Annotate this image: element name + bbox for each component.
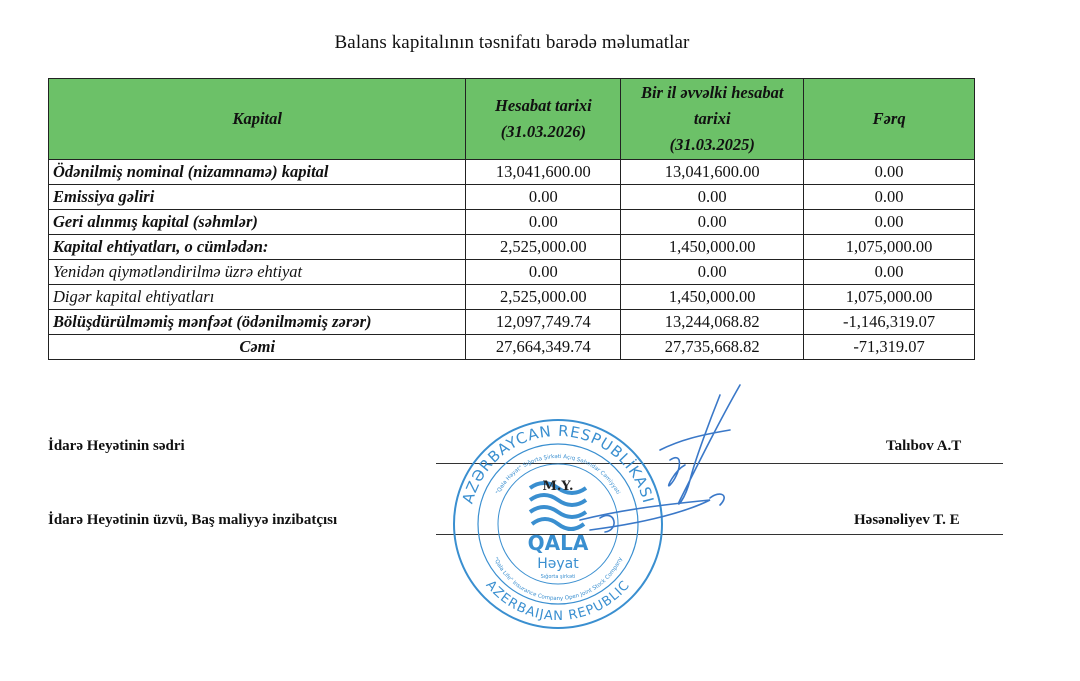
row-label: Kapital ehtiyatları, o cümlədən: <box>49 235 466 260</box>
row-diff: 0.00 <box>804 260 975 285</box>
row-previous: 27,735,668.82 <box>621 335 804 360</box>
header-previous-date <box>621 79 804 160</box>
row-previous: 13,041,600.00 <box>621 160 804 185</box>
row-current: 27,664,349.74 <box>466 335 621 360</box>
row-label: Emissiya gəliri <box>49 185 466 210</box>
stamp-inner-top: "Qala Həyat" Sığorta Şirkəti Açıq Səhmdar Cəmiyyəti <box>495 453 621 496</box>
row-previous: 0.00 <box>621 260 804 285</box>
chair-name: Talıbov A.T <box>886 438 962 454</box>
table-row <box>49 235 975 260</box>
row-previous: 1,450,000.00 <box>621 235 804 260</box>
row-previous: 0.00 <box>621 210 804 235</box>
stamp-logo-main: QALA <box>527 531 589 555</box>
table-row <box>49 160 975 185</box>
row-current: 0.00 <box>466 210 621 235</box>
row-previous: 0.00 <box>621 185 804 210</box>
row-current: 13,041,600.00 <box>466 160 621 185</box>
header-difference: Fərq <box>804 79 975 160</box>
stamp-inner-bottom: "Qala Life" Insurance Company Open Joint Stock Company <box>492 556 624 603</box>
row-current: 12,097,749.74 <box>466 310 621 335</box>
row-label: Digər kapital ehtiyatları <box>49 285 466 310</box>
header-current-line-1: Hesabat tarixi <box>494 96 592 115</box>
row-label: Yenidən qiymətləndirilmə üzrə ehtiyat <box>49 260 466 285</box>
capital-table <box>48 78 975 360</box>
document-title: Balans kapitalının təsnifatı barədə məlumatlar <box>334 32 690 53</box>
cfo-label: İdarə Heyətinin üzvü, Baş maliyyə inzibatçısı <box>48 512 338 528</box>
row-label: Cəmi <box>49 335 466 360</box>
row-diff: -71,319.07 <box>804 335 975 360</box>
header-current-line-2: (31.03.2026) <box>500 122 586 141</box>
row-diff: 0.00 <box>804 160 975 185</box>
table-row <box>49 285 975 310</box>
stamp-bottom-text: AZERBAIJAN REPUBLIC <box>482 577 634 625</box>
row-previous: 13,244,068.82 <box>621 310 804 335</box>
header-previous-line-1: Bir il əvvəlki hesabat <box>640 83 784 102</box>
row-current: 0.00 <box>466 185 621 210</box>
row-diff: 1,075,000.00 <box>804 235 975 260</box>
row-label: Geri alınmış kapital (səhmlər) <box>49 210 466 235</box>
row-current: 2,525,000.00 <box>466 285 621 310</box>
table-row <box>49 210 975 235</box>
row-label: Ödənilmiş nominal (nizamnamə) kapital <box>49 160 466 185</box>
table-header-row <box>49 79 975 160</box>
table-row <box>49 310 975 335</box>
cfo-name: Həsənəliyev T. E <box>854 512 960 528</box>
stamp-top-text: AZƏRBAYCAN RESPUBLİKASI <box>458 421 658 506</box>
stamp-logo-small: Sığorta şirkəti <box>540 574 576 580</box>
stamp-logo-sub: Həyat <box>537 556 579 572</box>
row-label: Bölüşdürülməmiş mənfəət (ödənilməmiş zərər) <box>49 310 466 335</box>
chair-label: İdarə Heyətinin sədri <box>48 438 185 454</box>
table-row-total <box>49 335 975 360</box>
row-diff: -1,146,319.07 <box>804 310 975 335</box>
header-previous-line-2: tarixi <box>693 109 731 128</box>
row-current: 0.00 <box>466 260 621 285</box>
stamp-mark: M.Y. <box>542 479 574 494</box>
table-row <box>49 185 975 210</box>
row-previous: 1,450,000.00 <box>621 285 804 310</box>
row-diff: 1,075,000.00 <box>804 285 975 310</box>
row-diff: 0.00 <box>804 185 975 210</box>
row-current: 2,525,000.00 <box>466 235 621 260</box>
header-previous-line-3: (31.03.2025) <box>669 135 755 154</box>
row-diff: 0.00 <box>804 210 975 235</box>
handwritten-signature <box>560 380 760 550</box>
table-row <box>49 260 975 285</box>
header-capital: Kapital <box>49 79 466 160</box>
header-current-date <box>466 79 621 160</box>
